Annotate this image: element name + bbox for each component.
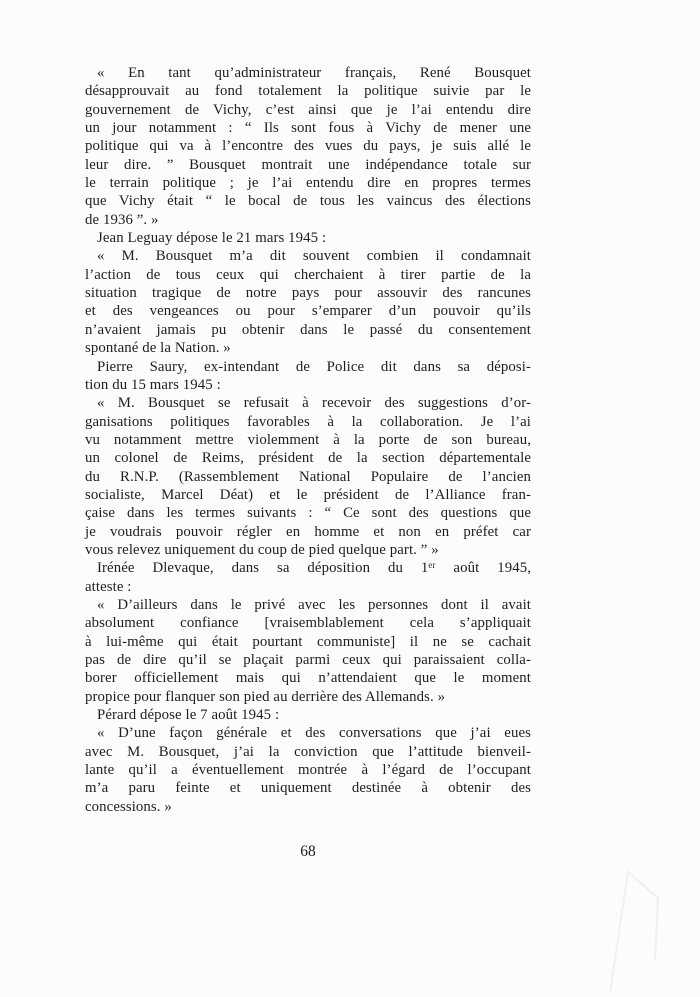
text-line: socialiste, Marcel Déat) et le président de l’Alliance fran-	[85, 486, 531, 503]
text-line: atteste :	[85, 578, 132, 595]
text-line: absolument confiance [vraisemblablement cela s’appliquait	[85, 615, 531, 632]
text-line: Irénée Dlevaque, dans sa déposition du 1ᵉʳ août 1945,	[97, 560, 531, 577]
text-line: n’avaient jamais pu obtenir dans le passé du consentement	[85, 321, 531, 338]
text-line: vu notamment mettre violemment à la porte de son bureau,	[85, 431, 531, 448]
text-line: ganisations politiques favorables à la collaboration. Je l’ai	[85, 413, 531, 430]
text-line: « M. Bousquet m’a dit souvent combien il condamnait	[97, 248, 531, 265]
text-line: gouvernement de Vichy, c’est ainsi que je l’ai entendu dire	[85, 101, 531, 118]
text-line: l’action de tous ceux qui cherchaient à tirer partie de la	[85, 266, 531, 283]
text-line: je voudrais pouvoir régler en homme et non en préfet car	[85, 523, 531, 540]
text-line: vous relevez uniquement du coup de pied quelque part. ” »	[85, 541, 439, 558]
text-line: Pierre Saury, ex-intendant de Police dit dans sa déposi-	[97, 358, 531, 375]
text-line: que Vichy était “ le bocal de tous les vaincus des élections	[85, 193, 531, 210]
text-line: de 1936 ”. »	[85, 211, 159, 228]
text-block	[85, 64, 531, 816]
text-line: borer officiellement mais qui n’attendaient que le moment	[85, 670, 531, 687]
text-line: « M. Bousquet se refusait à recevoir des suggestions d’or-	[97, 395, 531, 412]
page-number: 68	[300, 843, 316, 860]
text-line: leur dire. ” Bousquet montrait une indépendance totale sur	[85, 156, 531, 173]
text-line: « En tant qu’administrateur français, René Bousquet	[97, 65, 531, 81]
text-line: un jour notamment : “ Ils sont fous à Vichy de mener une	[85, 120, 531, 137]
text-line: m’a paru feinte et uniquement destinée à obtenir des	[85, 780, 531, 797]
text-line: et des vengeances ou pour s’emparer d’un pouvoir qu’ils	[85, 303, 531, 320]
text-line: Pérard dépose le 7 août 1945 :	[97, 707, 280, 724]
text-line: « D’ailleurs dans le privé avec les personnes dont il avait	[97, 596, 531, 613]
text-line: concessions. »	[85, 798, 172, 815]
text-line: un colonel de Reims, président de la section départementale	[85, 450, 531, 467]
text-line: situation tragique de notre pays pour assouvir des rancunes	[85, 285, 531, 302]
text-line: spontané de la Nation. »	[85, 340, 231, 357]
text-line: politique qui va à l’encontre des vues du pays, je suis allé le	[85, 138, 531, 155]
text-line: lante qu’il a éventuellement montrée à l’égard de l’occupant	[85, 762, 531, 779]
text-line: tion du 15 mars 1945 :	[85, 376, 221, 393]
text-line: Jean Leguay dépose le 21 mars 1945 :	[97, 230, 327, 247]
text-line: « D’une façon générale et des conversations que j’ai eues	[97, 725, 531, 742]
text-line: du R.N.P. (Rassemblement National Populaire de l’ancien	[85, 468, 531, 485]
text-line: pas de dire qu’il se plaçait parmi ceux qui paraissaient colla-	[85, 652, 531, 668]
text-line: désapprouvait au fond totalement la politique suivie par le	[85, 83, 531, 100]
text-line: avec M. Bousquet, j’ai la conviction que l’attitude bienveil-	[85, 743, 531, 760]
text-line: le terrain politique ; je l’ai entendu dire en propres termes	[85, 175, 531, 192]
text-line: propice pour flanquer son pied au derrière des Allemands. »	[85, 688, 446, 705]
text-line: à lui-même qui était pourtant communiste] il ne se cachait	[85, 633, 531, 650]
text-line: çaise dans les termes suivants : “ Ce sont des questions que	[85, 505, 531, 522]
